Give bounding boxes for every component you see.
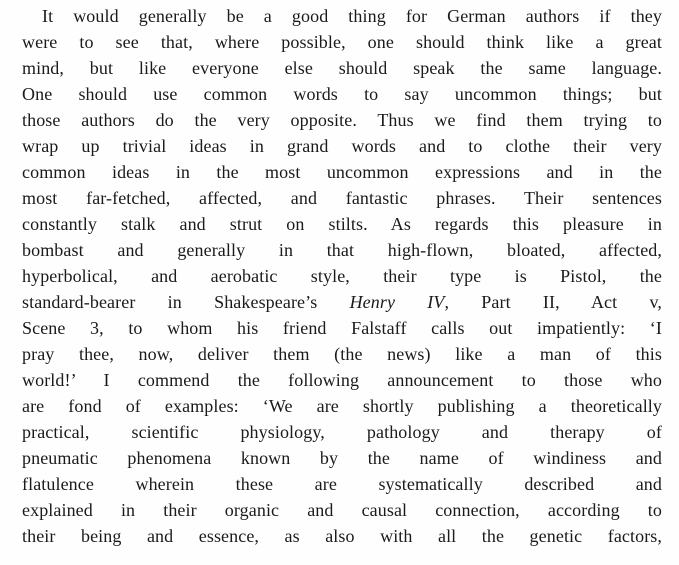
text-line-7: common ideas in the most uncommon expressions and in the [22,162,662,182]
text-line-17: practical, scientific physiology, pathology and therapy of [22,422,662,442]
text-line-19: flatulence wherein these are systematically described and [22,474,662,494]
text-line-1: It would generally be a good thing for German authors if they [42,6,662,26]
text-line-21: their being and essence, as also with all the genetic factors, [22,526,662,546]
text-line-20: explained in their organic and causal connection, according to [22,500,662,520]
text-line-12-before: standard-bearer in Shakespeare’s [22,292,350,312]
text-line-2: were to see that, where possible, one should think like a great [22,32,662,52]
body-paragraph [22,3,662,549]
text-line-8: most far-fetched, affected, and fantastic phrases. Their sentences [22,188,662,208]
text-line-13: Scene 3, to whom his friend Falstaff calls out impatiently: ‘I [22,318,662,338]
text-line-3: mind, but like everyone else should speak the same language. [22,58,662,78]
text-line-6: wrap up trivial ideas in grand words and to clothe their very [22,136,662,156]
text-line-16: are fond of examples: ‘We are shortly publishing a theoretically [22,396,662,416]
text-line-11: hyperbolical, and aerobatic style, their type is Pistol, the [22,266,662,286]
text-line-10: bombast and generally in that high-flown, bloated, affected, [22,240,662,260]
text-line-14: pray thee, now, deliver them (the news) like a man of this [22,344,662,364]
text-line-9: constantly stalk and strut on stilts. As regards this pleasure in [22,214,662,234]
text-line-18: pneumatic phenomena known by the name of windiness and [22,448,662,468]
text-line-5: those authors do the very opposite. Thus we find them trying to [22,110,662,130]
play-title-italic: Henry IV [349,292,445,312]
text-line-4: One should use common words to say uncommon things; but [22,84,662,104]
text-line-12 [22,289,662,315]
text-line-15: world!’ I commend the following announcement to those who [22,370,662,390]
text-line-12-after: , Part II, Act v, [444,292,662,312]
